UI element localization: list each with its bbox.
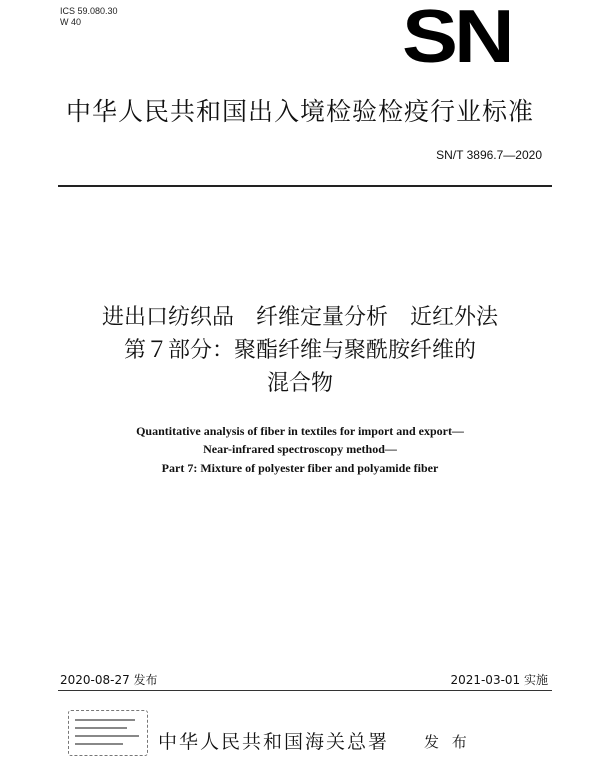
sn-logo: SN <box>402 0 511 78</box>
english-title-line-1: Quantitative analysis of fiber in textiles for import and export— <box>136 424 464 438</box>
footer-divider <box>58 690 552 691</box>
issuing-authority: 中华人民共和国海关总署 <box>158 731 390 753</box>
implementation-date: 2021-03-01 实施 <box>450 673 548 687</box>
anti-counterfeit-stamp <box>68 710 148 756</box>
organization-title: 中华人民共和国出入境检验检疫行业标准 <box>65 97 534 126</box>
standard-number: SN/T 3896.7—2020 <box>436 148 542 162</box>
ics-code: ICS 59.080.30 <box>60 6 118 16</box>
english-title-line-3: Part 7: Mixture of polyester fiber and polyamide fiber <box>161 461 439 475</box>
chinese-title-line-2: 第７部分：聚酯纤维与聚酰胺纤维的 <box>123 338 476 363</box>
english-title-line-2: Near-infrared spectroscopy method— <box>203 442 397 456</box>
category-code: W 40 <box>60 17 82 27</box>
chinese-title-line-1: 进出口纺织品 纤维定量分析 近红外法 <box>101 305 498 330</box>
publish-date: 2020-08-27 发布 <box>60 673 158 687</box>
chinese-title-line-3: 混合物 <box>266 371 333 396</box>
header-divider <box>58 185 552 187</box>
issue-label: 发 布 <box>424 733 471 751</box>
